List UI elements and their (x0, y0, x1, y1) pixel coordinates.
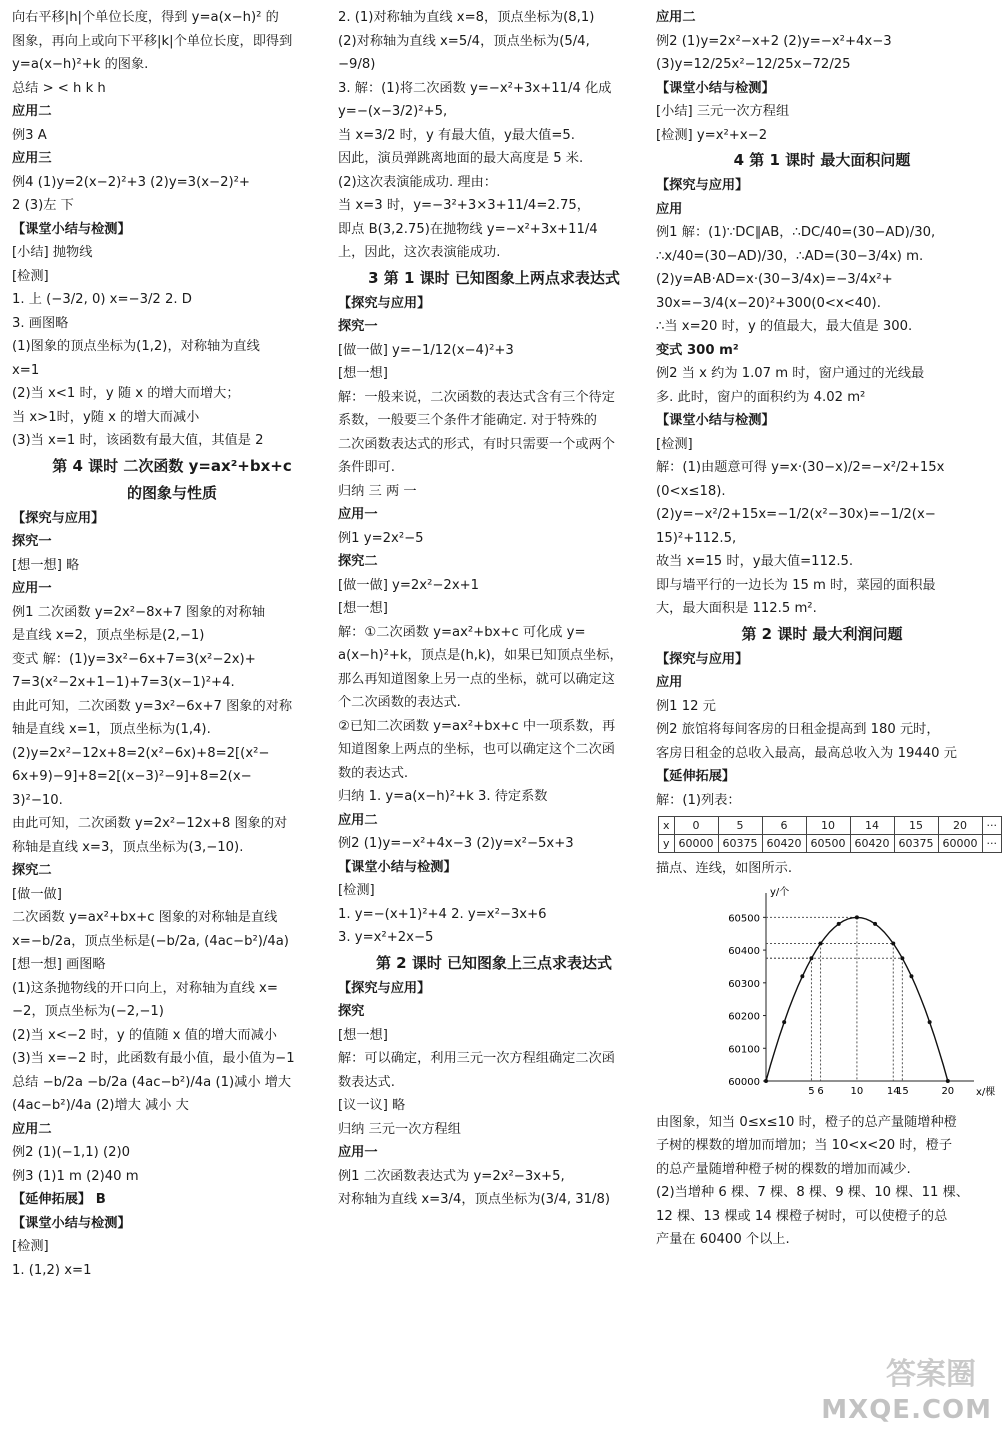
text-line: 例4 (1)y=2(x−2)²+3 (2)y=3(x−2)²+ (12, 174, 250, 190)
text-line: 2. (1)对称轴为直线 x=8，顶点坐标为(8,1) (338, 10, 595, 25)
data-point (928, 1020, 932, 1024)
table-cell: 60000 (938, 835, 982, 853)
text-line: (1)这条抛物线的开口向上，对称轴为直线 x= (12, 980, 278, 996)
text-line: [小结] 三元一次方程组 (656, 104, 790, 119)
chart-svg (656, 881, 996, 1111)
text-line: 产量在 60400 个以上. (656, 1232, 790, 1247)
text-line: ∴当 x=20 时，y 的值最大，最大值是 300. (656, 319, 913, 334)
text-line: 总结 > < h k h (12, 80, 106, 96)
text-line: 描点、连线，如图所示. (656, 861, 793, 876)
text-line: 3. y=x²+2x−5 (338, 930, 434, 945)
text-line: 1. 上 (−3/2, 0) x=−3/2 2. D (12, 292, 192, 307)
text-line: −2，顶点坐标为(−2,−1) (12, 1004, 164, 1019)
table-cell: 60375 (718, 835, 762, 853)
text-line: 当 x>1时，y随 x 的增大而减小 (12, 409, 200, 425)
section-heading: 的图象与性质 (126, 483, 217, 502)
text-line: 6x+9)−9]+8=2[(x−3)²−9]+8=2(x− (12, 769, 252, 784)
column-right-bottom (656, 1111, 988, 1252)
table-cell: ··· (982, 835, 1002, 853)
text-line: 【探究与应用】 (656, 178, 749, 193)
text-line: 二次函数表达式的形式，有时只需要一个或两个 (338, 436, 615, 452)
text-line: 变式 解：(1)y=3x²−6x+7=3(x²−2x)+ (12, 651, 256, 667)
text-line: 故当 x=15 时，y最大值=112.5. (656, 554, 854, 569)
text-line: 例2 当 x 约为 1.07 m 时，窗户通过的光线最 (656, 366, 925, 381)
text-line: 例1 二次函数表达式为 y=2x²−3x+5, (338, 1168, 565, 1184)
table-cell: 6 (762, 817, 806, 835)
text-line: 2 (3)左 下 (12, 198, 74, 213)
column-left (12, 6, 332, 1282)
text-line: 那么再知道图象上另一点的坐标，就可以确定这 (338, 671, 615, 687)
table-cell: 60420 (850, 835, 894, 853)
text-line: 解：可以确定，利用三元一次方程组确定二次函 (338, 1051, 615, 1066)
y-tick-label: 60500 (728, 912, 760, 924)
text-line: 例2 旅馆将每间客房的日租金提高到 180 元时， (656, 722, 940, 737)
table-cell: 60420 (762, 835, 806, 853)
data-table (658, 816, 1002, 853)
text-line: 条件即可. (338, 460, 395, 475)
table-cell: 15 (894, 817, 938, 835)
data-point (819, 941, 823, 945)
text-line: (2)对称轴为直线 x=5/4，顶点坐标为(5/4, (338, 33, 590, 49)
table-cell: y (659, 835, 675, 853)
text-line: 归纳 1. y=a(x−h)²+k 3. 待定系数 (338, 789, 548, 804)
text-line: 应用一 (12, 581, 52, 596)
y-axis-label: y/个 (770, 886, 790, 898)
text-line: [检测] y=x²+x−2 (656, 127, 768, 143)
text-line: 是直线 x=2，顶点坐标是(2,−1) (12, 628, 205, 643)
text-line: (0<x≤18). (656, 483, 726, 499)
text-line: x=−b/2a，顶点坐标是(−b/2a, (4ac−b²)/4a) (12, 933, 289, 949)
text-line: 【课堂小结与检测】 (338, 859, 457, 875)
column-right-top (656, 6, 988, 812)
data-point (900, 956, 904, 960)
section-heading: 第 2 课时 最大利润问题 (741, 624, 903, 643)
text-line: (3)当 x=1 时，该函数有最大值，其值是 2 (12, 433, 264, 448)
text-line: 解：①二次函数 y=ax²+bx+c 可化成 y= (338, 624, 586, 640)
data-point (873, 921, 877, 925)
text-line: (3)当 x=−2 时，此函数有最小值，最小值为−1 (12, 1051, 295, 1066)
table-cell: x (659, 817, 675, 835)
text-line: [检测] (656, 436, 693, 452)
text-line: 应用二 (656, 10, 696, 25)
y-tick-label: 60400 (728, 945, 760, 957)
x-tick-label: 5 (808, 1085, 815, 1097)
data-point (800, 974, 804, 978)
text-line: 应用三 (12, 151, 52, 166)
text-line: 即点 B(3,2.75)在抛物线 y=−x²+3x+11/4 (338, 221, 598, 237)
text-line: ②已知二次函数 y=ax²+bx+c 中一项系数，再 (338, 718, 616, 734)
x-tick-label: 14 (886, 1085, 900, 1097)
text-line: (2)当增种 6 棵、7 棵、8 棵、9 棵、10 棵、11 棵、 (656, 1185, 969, 1200)
text-line: 例2 (1)y=2x²−x+2 (2)y=−x²+4x−3 (656, 33, 892, 49)
text-line: [小结] 抛物线 (12, 245, 93, 260)
x-tick-label: 6 (817, 1085, 824, 1097)
text-line: 应用一 (338, 507, 378, 522)
text-line: 轴是直线 x=1，顶点坐标为(1,4). (12, 722, 211, 737)
x-tick-label: 10 (850, 1085, 864, 1097)
data-point (909, 974, 913, 978)
text-line: 【课堂小结与检测】 (12, 221, 131, 237)
text-line: 数表达式. (338, 1074, 395, 1090)
text-line: 对称轴为直线 x=3/4，顶点坐标为(3/4, 31/8) (338, 1192, 611, 1207)
text-line: [检测] (338, 883, 375, 898)
text-line: 应用 (656, 201, 683, 217)
text-line: [想一想] (338, 366, 388, 381)
text-line: y=a(x−h)²+k 的图象. (12, 57, 149, 72)
text-line: 例1 二次函数 y=2x²−8x+7 图象的对称轴 (12, 604, 266, 620)
text-line: 个二次函数的表达式. (338, 695, 461, 710)
y-tick-label: 60200 (728, 1011, 760, 1023)
text-line: 系数，一般要三个条件才能确定. 对于特殊的 (338, 413, 597, 428)
text-line: (2)y=AB·AD=x·(30−3/4x)=−3/4x²+ (656, 272, 893, 287)
text-line: 例3 (1)1 m (2)40 m (12, 1168, 139, 1184)
text-line: 应用 (656, 675, 683, 690)
text-line: 客房日租金的总收入最高，最高总收入为 19440 元 (656, 745, 957, 761)
text-line: 【探究与应用】 (656, 651, 749, 667)
text-line: 上，因此，这次表演能成功. (338, 245, 501, 260)
text-line: 3)²−10. (12, 792, 63, 808)
section-heading: 3 第 1 课时 已知图象上两点求表达式 (368, 268, 620, 287)
text-line: 归纳 三 两 一 (338, 483, 417, 499)
table-cell: 0 (674, 817, 718, 835)
column-right (656, 6, 998, 1252)
section-heading: 第 4 课时 二次函数 y=ax²+bx+c (52, 456, 292, 475)
text-line: 子树的棵数的增加而增加；当 10<x<20 时，橙子 (656, 1138, 953, 1153)
table-cell: 10 (806, 817, 850, 835)
text-line: 【课堂小结与检测】 (12, 1215, 131, 1231)
text-line: [想一想] (338, 601, 388, 616)
table-cell: ··· (982, 817, 1002, 835)
text-line: (2)当 x<1 时，y 随 x 的增大而增大； (12, 386, 240, 401)
table-cell: 60000 (674, 835, 718, 853)
text-line: 解：(1)由题意可得 y=x·(30−x)/2=−x²/2+15x (656, 460, 945, 475)
table-row (659, 817, 1002, 835)
text-line: 1. y=−(x+1)²+4 2. y=x²−3x+6 (338, 906, 547, 922)
text-line: 当 x=3 时，y=−3²+3×3+11/4=2.75， (338, 198, 590, 213)
text-line: 由此可知，二次函数 y=2x²−12x+8 图象的对 (12, 816, 288, 831)
text-line: 【延伸拓展】 (656, 769, 736, 784)
table-row (659, 835, 1002, 853)
text-line: 例2 (1)y=−x²+4x−3 (2)y=x²−5x+3 (338, 836, 574, 851)
text-line: [想一想] (338, 1027, 388, 1043)
text-line: 大，最大面积是 112.5 m². (656, 601, 817, 616)
section-heading: 第 2 课时 已知图象上三点求表达式 (375, 953, 613, 972)
text-line: 总结 −b/2a −b/2a (4ac−b²)/4a (1)减小 增大 (12, 1074, 292, 1090)
watermark-url: MXQE.COM (821, 1395, 992, 1425)
table-cell: 60500 (806, 835, 850, 853)
text-line: [做一做] y=2x²−2x+1 (338, 577, 480, 593)
column-middle (338, 6, 650, 1212)
text-line: 应用一 (338, 1145, 378, 1160)
text-line: 探究 (338, 1004, 365, 1019)
text-line: (2)这次表演能成功. 理由： (338, 174, 497, 190)
text-line: 因此，演员弹跳离地面的最大高度是 5 米. (338, 151, 584, 166)
text-line: 7=3(x²−2x+1−1)+7=3(x−1)²+4. (12, 675, 235, 690)
text-line: (2)当 x<−2 时，y 的值随 x 值的增大而减小 (12, 1027, 277, 1043)
y-tick-label: 60300 (728, 978, 760, 990)
text-line: 3. 解：(1)将二次函数 y=−x²+3x+11/4 化成 (338, 80, 612, 96)
text-line: 例1 解：(1)∵DC∥AB，∴DC/40=(30−AD)/30, (656, 225, 936, 240)
text-line: 变式 300 m² (656, 342, 739, 358)
text-line: [做一做] y=−1/12(x−4)²+3 (338, 342, 514, 358)
text-line: (2)y=2x²−12x+8=2(x²−6x)+8=2[(x²− (12, 745, 270, 761)
data-point (891, 941, 895, 945)
data-point (837, 921, 841, 925)
text-line: 例3 A (12, 127, 47, 143)
text-line: 解：一般来说，二次函数的表达式含有三个待定 (338, 389, 615, 405)
text-line: 知道图象上两点的坐标，也可以确定这个二次函 (338, 742, 615, 757)
text-line: [想一想] 画图略 (12, 957, 106, 972)
table-cell: 20 (938, 817, 982, 835)
x-tick-label: 20 (941, 1085, 955, 1097)
text-line: 归纳 三元一次方程组 (338, 1121, 461, 1137)
data-point (782, 1020, 786, 1024)
text-line: 探究二 (338, 554, 378, 569)
section-heading: 4 第 1 课时 最大面积问题 (733, 151, 911, 169)
text-line: 【课堂小结与检测】 (656, 80, 775, 96)
parabola-chart (656, 881, 996, 1111)
text-line: 例1 y=2x²−5 (338, 530, 424, 546)
text-line: [检测] (12, 268, 49, 284)
y-tick-label: 60100 (728, 1043, 760, 1055)
data-point (764, 1079, 768, 1083)
table-cell: 14 (850, 817, 894, 835)
data-point (946, 1079, 950, 1083)
table-cell: 60375 (894, 835, 938, 853)
text-line: 例1 12 元 (656, 698, 716, 714)
text-line: 【延伸拓展】 B (12, 1192, 106, 1207)
text-line: (1)图象的顶点坐标为(1,2)，对称轴为直线 (12, 339, 260, 354)
text-line: 12 棵、13 棵或 14 棵橙子树时，可以使橙子的总 (656, 1208, 948, 1224)
text-line: 【课堂小结与检测】 (656, 413, 775, 428)
text-line: 的总产量随增种橙子树的棵数的增加而减少. (656, 1161, 911, 1177)
text-line: (2)y=−x²/2+15x=−1/2(x²−30x)=−1/2(x− (656, 507, 936, 522)
text-line: 3. 画图略 (12, 315, 69, 331)
text-line: 向右平移|h|个单位长度，得到 y=a(x−h)² 的 (12, 10, 279, 25)
text-line: [检测] (12, 1239, 49, 1254)
text-line: 探究二 (12, 863, 52, 878)
text-line: 即与墙平行的一边长为 15 m 时，菜园的面积最 (656, 577, 936, 593)
text-line: 【探究与应用】 (338, 980, 431, 996)
y-tick-label: 60000 (728, 1076, 760, 1088)
data-point (809, 956, 813, 960)
text-line: (4ac−b²)/4a (2)增大 减小 大 (12, 1098, 189, 1113)
text-line: (3)y=12/25x²−12/25x−72/25 (656, 57, 851, 72)
text-line: [做一做] (12, 886, 62, 902)
x-tick-label: 15 (895, 1085, 909, 1097)
data-point (855, 915, 859, 919)
text-line: 当 x=3/2 时，y 有最大值，y最大值=5. (338, 127, 575, 143)
text-line: y=−(x−3/2)²+5, (338, 104, 448, 119)
text-line: 二次函数 y=ax²+bx+c 图象的对称轴是直线 (12, 910, 278, 925)
text-line: 称轴是直线 x=3，顶点坐标为(3,−10). (12, 839, 244, 855)
x-axis-label: x/棵 (976, 1086, 996, 1098)
text-line: 由此可知，二次函数 y=3x²−6x+7 图象的对称 (12, 698, 293, 714)
text-line: 探究一 (12, 534, 52, 549)
text-line: 由图象，知当 0≤x≤10 时，橙子的总产量随增种橙 (656, 1114, 957, 1130)
text-line: −9/8) (338, 57, 376, 72)
text-line: 【探究与应用】 (12, 510, 105, 526)
text-line: 应用二 (338, 812, 378, 828)
text-line: 1. (1,2) x=1 (12, 1262, 92, 1278)
text-line: 图象，再向上或向下平移|k|个单位长度，即得到 (12, 33, 293, 49)
text-line: 30x=−3/4(x−20)²+300(0<x<40). (656, 295, 881, 311)
text-line: 应用二 (12, 1121, 52, 1137)
text-line: 【探究与应用】 (338, 295, 431, 311)
text-line: ∴x/40=(30−AD)/30，∴AD=(30−3/4x) m. (656, 248, 924, 264)
text-line: 例2 (1)(−1,1) (2)0 (12, 1145, 131, 1160)
text-line: 15)²+112.5, (656, 530, 737, 546)
text-line: a(x−h)²+k，顶点是(h,k)，如果已知顶点坐标， (338, 648, 623, 663)
text-line: 探究一 (338, 319, 378, 334)
text-line: 解：(1)列表： (656, 792, 741, 808)
text-line: [议一议] 略 (338, 1098, 406, 1113)
text-line: 多. 此时，窗户的面积约为 4.02 m² (656, 389, 866, 405)
table-cell: 5 (718, 817, 762, 835)
text-line: 数的表达式. (338, 765, 409, 781)
text-line: 应用二 (12, 104, 52, 119)
text-line: x=1 (12, 362, 40, 378)
text-line: [想一想] 略 (12, 557, 80, 573)
watermark-logo: 答案圈 (886, 1357, 976, 1392)
